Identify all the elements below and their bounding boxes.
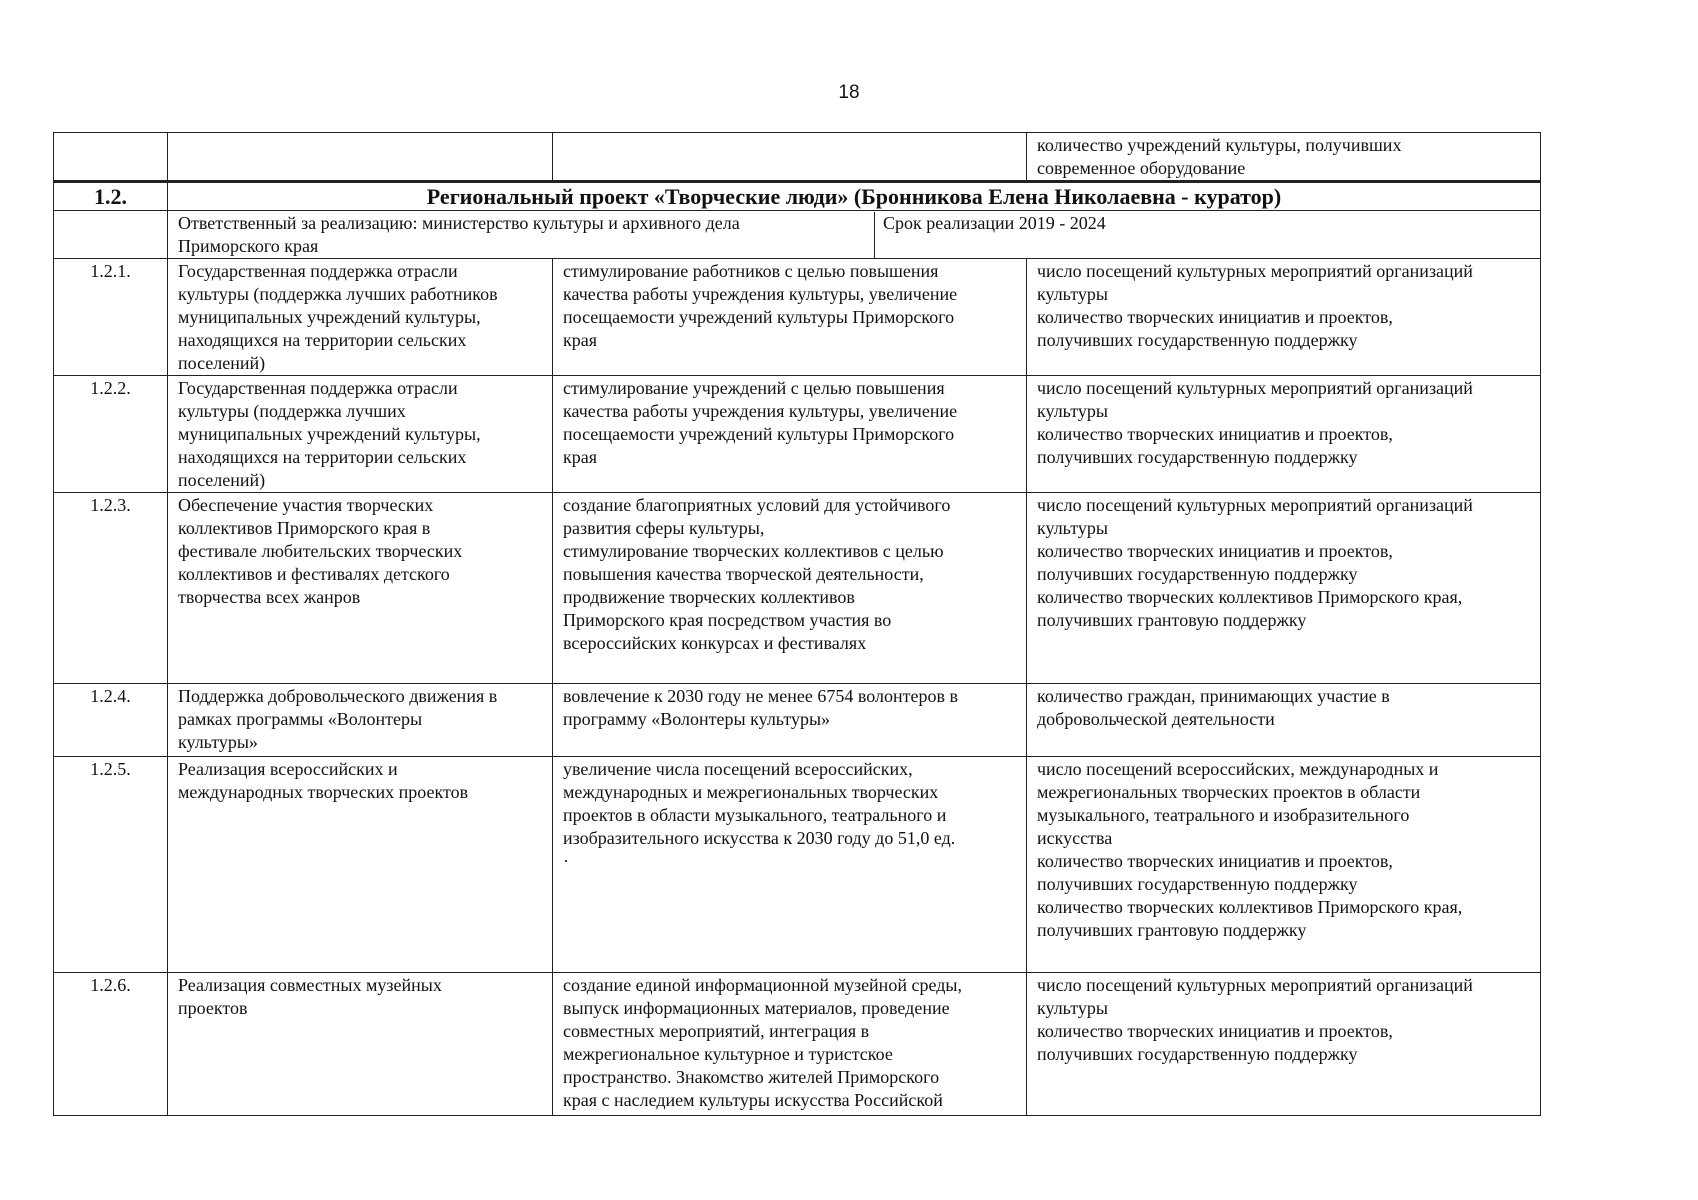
text-line: Обеспечение участия творческих <box>178 495 434 515</box>
table-cell <box>553 133 1027 182</box>
text-line: творчества всех жанров <box>178 587 361 607</box>
text-line: посещаемости учреждений культуры Приморского <box>563 307 955 327</box>
indicators-cell <box>1027 493 1541 684</box>
table-row <box>54 757 1541 973</box>
text-line: количество творческих коллективов Приморского края, <box>1037 587 1463 607</box>
text-line: получивших государственную поддержку <box>1037 564 1358 584</box>
text-line: получивших государственную поддержку <box>1037 330 1358 350</box>
text-line: создание благоприятных условий для устойчивого <box>563 495 951 515</box>
text-line: вовлечение к 2030 году не менее 6754 волонтеров в <box>563 686 958 706</box>
text-line: культуры» <box>178 732 258 752</box>
indicators-cell <box>1027 684 1541 757</box>
text-line: Реализация всероссийских и <box>178 759 398 779</box>
text-line: проектов в области музыкального, театрального и <box>563 805 947 825</box>
text-line: стимулирование работников с целью повышения <box>563 261 939 281</box>
text-line: добровольческой деятельности <box>1037 709 1275 729</box>
text-line: развития сферы культуры, <box>563 518 765 538</box>
text-line: посещаемости учреждений культуры Приморского <box>563 424 955 444</box>
indicators-cell <box>1027 259 1541 376</box>
text-line: качества работы учреждения культуры, увеличение <box>563 284 958 304</box>
text-line: фестивале любительских творческих <box>178 541 463 561</box>
implementation-period: Срок реализации 2019 - 2024 <box>874 212 1530 258</box>
text-line: получивших грантовую поддержку <box>1037 610 1307 630</box>
text-line: создание единой информационной музейной среды, <box>563 975 962 995</box>
text-line: выпуск информационных материалов, проведение <box>563 998 950 1018</box>
text-line: культуры (поддержка лучших работников <box>178 284 498 304</box>
text-line: Приморского края <box>178 236 319 256</box>
table-row <box>54 259 1541 376</box>
text-line: края <box>563 330 598 350</box>
text-line: пространство. Знакомство жителей Приморского <box>563 1067 940 1087</box>
text-line: стимулирование учреждений с целью повышения <box>563 378 945 398</box>
task-cell <box>168 376 553 493</box>
text-line: изобразительного искусства к 2030 году до 51,0 ед. <box>563 828 956 848</box>
indicators-cell <box>1027 973 1541 1116</box>
table-row <box>54 973 1541 1116</box>
text-line: международных творческих проектов <box>178 782 469 802</box>
text-line: находящихся на территории сельских <box>178 330 467 350</box>
text-line: количество творческих инициатив и проектов, <box>1037 424 1393 444</box>
text-line: культуры <box>1037 401 1108 421</box>
project-header-row <box>54 182 1541 211</box>
text-line: коллективов и фестивалях детского <box>178 564 450 584</box>
page-number: 18 <box>838 82 860 103</box>
indicators-cell <box>1027 376 1541 493</box>
row-number: 1.2.6. <box>54 973 168 1116</box>
text-line: поселений) <box>178 353 266 373</box>
text-line: рамках программы «Волонтеры <box>178 709 423 729</box>
table-cell <box>54 211 168 259</box>
text-line: Приморского края посредством участия во <box>563 610 892 630</box>
table-cell <box>168 133 553 182</box>
task-cell <box>168 684 553 757</box>
responsible-cell <box>168 211 1541 259</box>
text-line: число посещений культурных мероприятий организаций <box>1037 261 1473 281</box>
row-number: 1.2.4. <box>54 684 168 757</box>
row-number: 1.2.3. <box>54 493 168 684</box>
table-row <box>54 376 1541 493</box>
text-line: культуры <box>1037 284 1108 304</box>
task-cell <box>168 973 553 1116</box>
project-number: 1.2. <box>54 182 168 211</box>
text-line: совместных мероприятий, интеграция в <box>563 1021 870 1041</box>
text-line: Поддержка добровольческого движения в <box>178 686 498 706</box>
text-line: количество творческих инициатив и проектов, <box>1037 1021 1393 1041</box>
text-line: количество творческих коллективов Приморского края, <box>1037 897 1463 917</box>
text-line: Реализация совместных музейных <box>178 975 442 995</box>
text-line: всероссийских конкурсах и фестивалях <box>563 633 867 653</box>
text-line: музыкального, театрального и изобразительного <box>1037 805 1410 825</box>
text-line: количество учреждений культуры, получивших <box>1037 135 1402 155</box>
text-line: Ответственный за реализацию: министерство культуры и архивного дела <box>178 213 740 233</box>
text-line: края <box>563 447 598 467</box>
row-number: 1.2.2. <box>54 376 168 493</box>
indicators-cell <box>1027 133 1541 182</box>
task-cell <box>168 493 553 684</box>
task-cell <box>168 757 553 973</box>
text-line: получивших государственную поддержку <box>1037 874 1358 894</box>
text-line: получивших государственную поддержку <box>1037 447 1358 467</box>
effect-cell <box>553 973 1027 1116</box>
text-line: качества работы учреждения культуры, увеличение <box>563 401 958 421</box>
text-line: межрегиональных творческих проектов в области <box>1037 782 1421 802</box>
text-line: искусства <box>1037 828 1113 848</box>
text-line: число посещений культурных мероприятий организаций <box>1037 975 1473 995</box>
row-number: 1.2.1. <box>54 259 168 376</box>
responsible-row <box>54 211 1541 259</box>
text-line: проектов <box>178 998 248 1018</box>
table-cell <box>54 133 168 182</box>
effect-cell <box>553 376 1027 493</box>
text-line: количество граждан, принимающих участие в <box>1037 686 1390 706</box>
text-line: муниципальных учреждений культуры, <box>178 307 481 327</box>
effect-cell <box>553 757 1027 973</box>
text-line: программу «Волонтеры культуры» <box>563 709 831 729</box>
table-row <box>54 684 1541 757</box>
text-line: культуры (поддержка лучших <box>178 401 406 421</box>
text-line: межрегиональное культурное и туристское <box>563 1044 893 1064</box>
text-line: количество творческих инициатив и проектов, <box>1037 851 1393 871</box>
text-line: количество творческих инициатив и проектов, <box>1037 307 1393 327</box>
text-line: получивших грантовую поддержку <box>1037 920 1307 940</box>
effect-cell <box>553 684 1027 757</box>
text-line: Государственная поддержка отрасли <box>178 261 458 281</box>
text-line: · <box>563 851 569 871</box>
text-line: края с наследием культуры искусства Российской <box>563 1090 943 1110</box>
text-line: Государственная поддержка отрасли <box>178 378 458 398</box>
effect-cell <box>553 259 1027 376</box>
text-line: поселений) <box>178 470 266 490</box>
text-line: количество творческих инициатив и проектов, <box>1037 541 1393 561</box>
text-line: коллективов Приморского края в <box>178 518 431 538</box>
task-cell <box>168 259 553 376</box>
text-line: получивших государственную поддержку <box>1037 1044 1358 1064</box>
text-line: находящихся на территории сельских <box>178 447 467 467</box>
row-number: 1.2.5. <box>54 757 168 973</box>
program-table <box>53 132 1541 1116</box>
table-row <box>54 133 1541 182</box>
project-title: Региональный проект «Творческие люди» (Бронникова Елена Николаевна - куратор) <box>168 182 1541 211</box>
text-line: число посещений культурных мероприятий организаций <box>1037 495 1473 515</box>
text-line: число посещений культурных мероприятий организаций <box>1037 378 1473 398</box>
text-line: продвижение творческих коллективов <box>563 587 855 607</box>
responsible-label <box>178 212 874 258</box>
text-line: культуры <box>1037 518 1108 538</box>
text-line: повышения качества творческой деятельности, <box>563 564 924 584</box>
text-line: муниципальных учреждений культуры, <box>178 424 481 444</box>
text-line: культуры <box>1037 998 1108 1018</box>
text-line: увеличение числа посещений всероссийских, <box>563 759 913 779</box>
effect-cell <box>553 493 1027 684</box>
text-line: стимулирование творческих коллективов с целью <box>563 541 944 561</box>
text-line: международных и межрегиональных творческих <box>563 782 939 802</box>
text-line: число посещений всероссийских, международных и <box>1037 759 1439 779</box>
text-line: современное оборудование <box>1037 158 1246 178</box>
table-row <box>54 493 1541 684</box>
indicators-cell <box>1027 757 1541 973</box>
